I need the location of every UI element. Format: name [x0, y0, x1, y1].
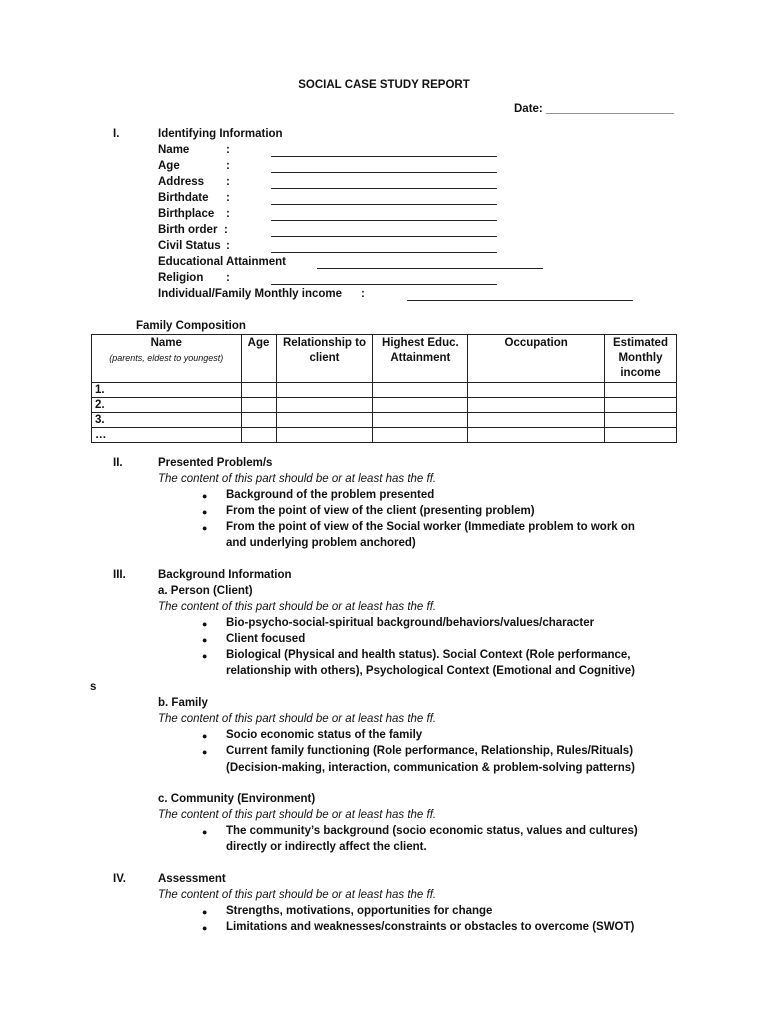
bullet-text: Biological (Physical and health status). Social Context (Role performance, — [226, 649, 631, 661]
header-income: Estimated Monthly income — [605, 335, 677, 383]
table-row — [92, 413, 677, 428]
family-composition-table — [91, 334, 677, 443]
bullet-text: Bio-psycho-social-spiritual background/behaviors/values/character — [226, 617, 595, 629]
address-blank[interactable] — [271, 188, 497, 189]
table-cell[interactable] — [468, 428, 605, 443]
section-2-number: II. — [113, 457, 123, 469]
educational-attainment-blank[interactable] — [317, 268, 543, 269]
table-cell[interactable] — [468, 383, 605, 398]
table-cell[interactable] — [276, 428, 373, 443]
birthplace-colon: : — [226, 208, 230, 220]
monthly-income-blank[interactable] — [407, 300, 633, 301]
table-header-row — [92, 335, 677, 383]
civil-status-colon: : — [226, 240, 230, 252]
header-age: Age — [241, 335, 276, 383]
table-cell[interactable] — [276, 383, 373, 398]
subsection-a-intro: The content of this part should be or at least has the ff. — [158, 601, 437, 613]
row-number: 3. — [92, 413, 242, 428]
bullet-icon: ● — [202, 907, 208, 917]
row-number: 2. — [92, 398, 242, 413]
table-cell[interactable] — [373, 413, 468, 428]
age-colon: : — [226, 160, 230, 172]
bullet-icon: ● — [202, 731, 208, 741]
birth-order-blank[interactable] — [271, 236, 497, 237]
table-row — [92, 398, 677, 413]
section-3-number: III. — [113, 569, 126, 581]
subsection-a-heading: a. Person (Client) — [158, 585, 253, 597]
bullet-text: Limitations and weaknesses/constraints or obstacles to overcome (SWOT) — [226, 921, 635, 933]
table-cell[interactable] — [605, 383, 677, 398]
religion-label: Religion — [158, 272, 204, 284]
table-cell[interactable] — [241, 413, 276, 428]
header-education: Highest Educ. Attainment — [373, 335, 468, 383]
stray-character: s — [90, 681, 97, 693]
table-cell[interactable] — [276, 413, 373, 428]
birthdate-label: Birthdate — [158, 192, 209, 204]
bullet-icon: ● — [202, 635, 208, 645]
table-row — [92, 428, 677, 443]
header-name — [92, 335, 242, 383]
header-relationship: Relationship to client — [276, 335, 373, 383]
header-name-label: Name — [150, 337, 182, 349]
bullet-text: From the point of view of the client (presenting problem) — [226, 505, 535, 517]
address-colon: : — [226, 176, 230, 188]
row-number: … — [92, 428, 242, 443]
table-cell[interactable] — [241, 398, 276, 413]
bullet-text: Current family functioning (Role performance, Relationship, Rules/Rituals) — [226, 745, 634, 757]
date-field[interactable]: Date: ____________________ — [514, 103, 674, 115]
table-cell[interactable] — [468, 413, 605, 428]
table-cell[interactable] — [605, 398, 677, 413]
religion-colon: : — [226, 272, 230, 284]
bullet-text-continued: relationship with others), Psychological Context (Emotional and Cognitive) — [226, 665, 635, 677]
bullet-text-continued: (Decision-making, interaction, communication & problem-solving patterns) — [226, 762, 635, 774]
birthplace-blank[interactable] — [271, 220, 497, 221]
bullet-text-continued: directly or indirectly affect the client. — [226, 841, 427, 853]
header-occupation: Occupation — [468, 335, 605, 383]
educational-attainment-label: Educational Attainment — [158, 256, 286, 268]
table-cell[interactable] — [373, 428, 468, 443]
bullet-icon: ● — [202, 747, 208, 757]
table-cell[interactable] — [468, 398, 605, 413]
monthly-income-label: Individual/Family Monthly income — [158, 288, 343, 300]
bullet-icon: ● — [202, 923, 208, 933]
table-cell[interactable] — [241, 383, 276, 398]
page-title: SOCIAL CASE STUDY REPORT — [298, 79, 470, 91]
row-number: 1. — [92, 383, 242, 398]
civil-status-label: Civil Status — [158, 240, 221, 252]
section-2-intro: The content of this part should be or at least has the ff. — [158, 473, 437, 485]
table-cell[interactable] — [373, 383, 468, 398]
section-2-heading: Presented Problem/s — [158, 457, 273, 469]
subsection-b-intro: The content of this part should be or at least has the ff. — [158, 713, 437, 725]
religion-blank[interactable] — [271, 284, 497, 285]
family-composition-heading: Family Composition — [136, 320, 246, 332]
table-cell[interactable] — [605, 413, 677, 428]
age-label: Age — [158, 160, 180, 172]
bullet-icon: ● — [202, 651, 208, 661]
table-row — [92, 383, 677, 398]
address-label: Address — [158, 176, 205, 188]
age-blank[interactable] — [271, 172, 497, 173]
birthplace-label: Birthplace — [158, 208, 215, 220]
bullet-text: Background of the problem presented — [226, 489, 435, 501]
table-cell[interactable] — [276, 398, 373, 413]
section-1-heading: Identifying Information — [158, 128, 283, 140]
birthdate-colon: : — [226, 192, 230, 204]
table-cell[interactable] — [241, 428, 276, 443]
section-4-intro: The content of this part should be or at least has the ff. — [158, 889, 437, 901]
subsection-b-heading: b. Family — [158, 697, 208, 709]
subsection-c-intro: The content of this part should be or at least has the ff. — [158, 809, 437, 821]
bullet-icon: ● — [202, 507, 208, 517]
bullet-icon: ● — [202, 491, 208, 501]
section-1-number: I. — [113, 128, 120, 140]
birth-order-label: Birth order — [158, 224, 218, 236]
bullet-icon: ● — [202, 523, 208, 533]
table-cell[interactable] — [373, 398, 468, 413]
bullet-text: The community’s background (socio economic status, values and cultures) — [226, 825, 638, 837]
bullet-text: From the point of view of the Social worker (Immediate problem to work on — [226, 521, 635, 533]
bullet-text: Client focused — [226, 633, 306, 645]
header-name-subtitle: (parents, eldest to youngest) — [109, 353, 224, 363]
bullet-icon: ● — [202, 827, 208, 837]
civil-status-blank[interactable] — [271, 252, 497, 253]
section-3-heading: Background Information — [158, 569, 292, 581]
bullet-text-continued: and underlying problem anchored) — [226, 537, 416, 549]
section-4-heading: Assessment — [158, 873, 226, 885]
birthdate-blank[interactable] — [271, 204, 497, 205]
monthly-income-colon: : — [361, 288, 365, 300]
subsection-c-heading: c. Community (Environment) — [158, 793, 316, 805]
name-label: Name — [158, 144, 190, 156]
birth-order-colon: : — [224, 224, 228, 236]
bullet-icon: ● — [202, 619, 208, 629]
name-colon: : — [226, 144, 230, 156]
bullet-text: Strengths, motivations, opportunities for change — [226, 905, 493, 917]
name-blank[interactable] — [271, 156, 497, 157]
table-cell[interactable] — [605, 428, 677, 443]
section-4-number: IV. — [113, 873, 127, 885]
bullet-text: Socio economic status of the family — [226, 729, 423, 741]
